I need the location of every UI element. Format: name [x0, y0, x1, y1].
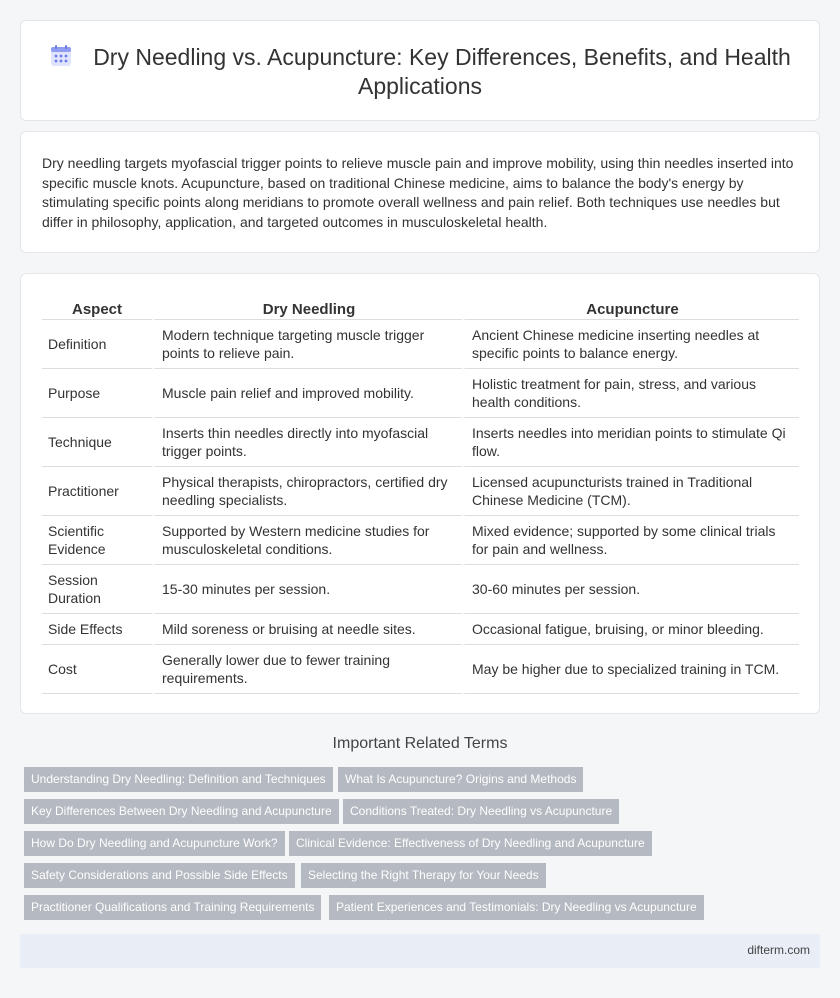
- comparison-card: [20, 273, 820, 714]
- header-acupuncture: Acupuncture: [462, 295, 799, 320]
- header-aspect: Aspect: [42, 295, 152, 320]
- table-row: [42, 516, 799, 565]
- related-term-link[interactable]: Key Differences Between Dry Needling and Acupuncture: [24, 799, 339, 824]
- table-row: [42, 565, 799, 614]
- cell-aspect: Purpose: [42, 369, 152, 418]
- cell-aspect: Cost: [42, 645, 152, 694]
- cell-acupuncture: 30-60 minutes per session.: [462, 565, 799, 614]
- intro-text: Dry needling targets myofascial trigger points to relieve muscle pain and improve mobility, using thin needles inserted into specific muscle knots. Acupuncture, based on traditional Chinese medicine, aims to balance the body's energy by stimulating specific points along meridians to promote overall wellness and pain relief. Both techniques use needles but differ in philosophy, application, and targeted outcomes in musculoskeletal health.: [42, 155, 794, 230]
- related-terms-title: Important Related Terms: [332, 735, 508, 752]
- related-term-link[interactable]: Practitioner Qualifications and Training Requirements: [24, 895, 321, 920]
- table-row: [42, 320, 799, 369]
- related-term-link[interactable]: Patient Experiences and Testimonials: Dry Needling vs Acupuncture: [329, 895, 704, 920]
- cell-dry-needling: Supported by Western medicine studies for musculoskeletal conditions.: [152, 516, 462, 565]
- header-card: [20, 20, 820, 121]
- related-term-link[interactable]: Conditions Treated: Dry Needling vs Acupuncture: [343, 799, 619, 824]
- cell-aspect: Definition: [42, 320, 152, 369]
- related-term-link[interactable]: How Do Dry Needling and Acupuncture Work?: [24, 831, 285, 856]
- cell-aspect: Side Effects: [42, 614, 152, 645]
- table-row: [42, 645, 799, 694]
- cell-dry-needling: Inserts thin needles directly into myofascial trigger points.: [152, 418, 462, 467]
- cell-acupuncture: Inserts needles into meridian points to stimulate Qi flow.: [462, 418, 799, 467]
- related-term-link[interactable]: What Is Acupuncture? Origins and Methods: [338, 767, 583, 792]
- page-title-wrap: [21, 43, 819, 101]
- cell-dry-needling: 15-30 minutes per session.: [152, 565, 462, 614]
- related-term-link[interactable]: Clinical Evidence: Effectiveness of Dry Needling and Acupuncture: [289, 831, 652, 856]
- related-term-link[interactable]: Safety Considerations and Possible Side Effects: [24, 863, 295, 888]
- table-row: [42, 369, 799, 418]
- cell-acupuncture: Mixed evidence; supported by some clinical trials for pain and wellness.: [462, 516, 799, 565]
- cell-acupuncture: Holistic treatment for pain, stress, and various health conditions.: [462, 369, 799, 418]
- cell-dry-needling: Mild soreness or bruising at needle sites.: [152, 614, 462, 645]
- cell-aspect: Scientific Evidence: [42, 516, 152, 565]
- table-row: [42, 614, 799, 645]
- comparison-table: [42, 295, 799, 694]
- cell-aspect: Session Duration: [42, 565, 152, 614]
- footer-site: difterm.com: [747, 943, 810, 957]
- cell-aspect: Technique: [42, 418, 152, 467]
- intro-card: [20, 131, 820, 253]
- calendar-grid-icon: [49, 44, 73, 68]
- cell-acupuncture: May be higher due to specialized training in TCM.: [462, 645, 799, 694]
- header-dry-needling: Dry Needling: [152, 295, 462, 320]
- footer: [20, 934, 820, 968]
- cell-aspect: Practitioner: [42, 467, 152, 516]
- cell-dry-needling: Physical therapists, chiropractors, certified dry needling specialists.: [152, 467, 462, 516]
- cell-acupuncture: Occasional fatigue, bruising, or minor bleeding.: [462, 614, 799, 645]
- related-term-link[interactable]: Understanding Dry Needling: Definition and Techniques: [24, 767, 333, 792]
- cell-acupuncture: Ancient Chinese medicine inserting needles at specific points to balance energy.: [462, 320, 799, 369]
- page-title: Dry Needling vs. Acupuncture: Key Differences, Benefits, and Health Applications: [93, 44, 791, 99]
- cell-dry-needling: Muscle pain relief and improved mobility.: [152, 369, 462, 418]
- cell-acupuncture: Licensed acupuncturists trained in Traditional Chinese Medicine (TCM).: [462, 467, 799, 516]
- table-row: [42, 418, 799, 467]
- table-header-row: [42, 295, 799, 320]
- cell-dry-needling: Modern technique targeting muscle trigger points to relieve pain.: [152, 320, 462, 369]
- table-row: [42, 467, 799, 516]
- related-term-link[interactable]: Selecting the Right Therapy for Your Needs: [301, 863, 546, 888]
- cell-dry-needling: Generally lower due to fewer training requirements.: [152, 645, 462, 694]
